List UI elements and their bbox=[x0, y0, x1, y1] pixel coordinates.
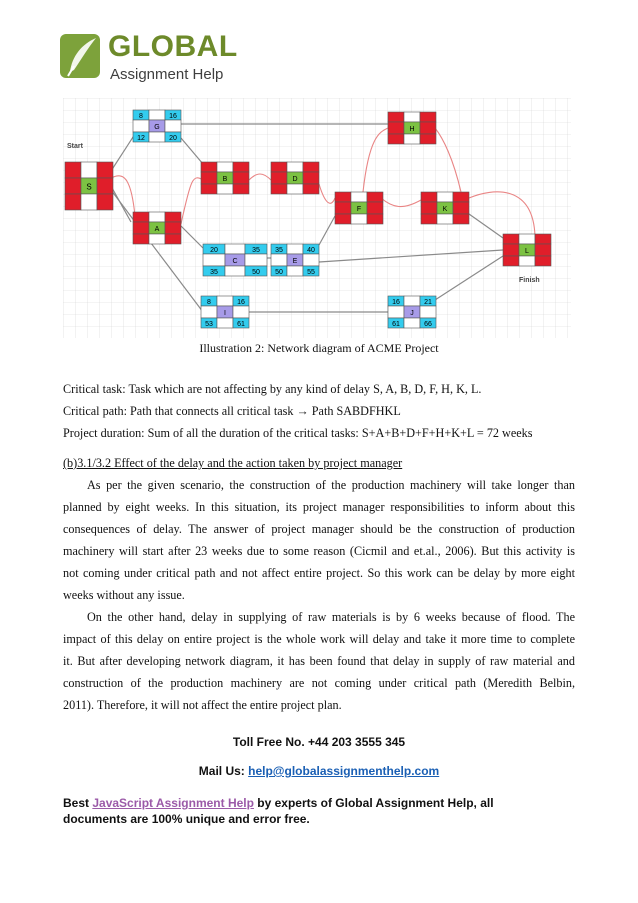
email-link[interactable]: help@globalassignmenthelp.com bbox=[248, 764, 440, 778]
node-i-es: 8 bbox=[207, 299, 211, 306]
node-k-label: K bbox=[442, 206, 448, 213]
paragraph-2-line-4: construction of the production machinery are not coming under critical path (Meredith Belbin, bbox=[63, 676, 575, 690]
figure-caption: Illustration 2: Network diagram of ACME Project bbox=[199, 341, 439, 355]
logo-title: GLOBAL bbox=[108, 30, 238, 63]
node-c-es: 20 bbox=[210, 247, 218, 254]
node-j bbox=[388, 296, 436, 328]
node-i-ls: 53 bbox=[205, 321, 213, 328]
node-i-ef: 16 bbox=[237, 299, 245, 306]
section-heading: (b)3.1/3.2 Effect of the delay and the action taken by project manager bbox=[63, 456, 403, 470]
paragraph-2-line-1: On the other hand, delay in supplying of raw materials is by 6 weeks because of flood. The bbox=[87, 610, 575, 624]
paragraph-1-line-4: machinery will start after 23 weeks due to some reason (Cicmil and et.al., 2006). But this activity is bbox=[63, 544, 575, 558]
paragraph-1-line-3: consequences of delay. The answer of project manager should be the construction of production bbox=[63, 522, 575, 536]
node-g-ef: 16 bbox=[169, 113, 177, 120]
node-e-lf: 55 bbox=[307, 269, 315, 276]
node-j-lf: 66 bbox=[424, 321, 432, 328]
footer-line-2: documents are 100% unique and error free. bbox=[63, 812, 310, 826]
paragraph-2-line-2: impact of this delay on entire project is the whole work will delay and take it more time to complete bbox=[63, 632, 575, 646]
node-a bbox=[133, 212, 181, 244]
network-diagram bbox=[63, 98, 571, 338]
node-c-lf: 50 bbox=[252, 269, 260, 276]
paragraph-1-line-6: weeks without any issue. bbox=[63, 588, 185, 602]
node-j-ef: 21 bbox=[424, 299, 432, 306]
finish-label: Finish bbox=[519, 277, 540, 284]
mail-label: Mail Us: bbox=[198, 764, 249, 778]
node-a-label: A bbox=[154, 226, 160, 233]
node-h-label: H bbox=[409, 126, 415, 133]
paragraph-2-line-5: 2011). Therefore, it will not affect the entire project plan. bbox=[63, 698, 342, 712]
node-f-label: F bbox=[356, 206, 362, 213]
node-g-es: 8 bbox=[139, 113, 143, 120]
paragraph-1-line-2: planned by eight weeks. In this situation, its project manager responsibilities to inform about this bbox=[63, 500, 575, 514]
node-c bbox=[203, 244, 267, 276]
mail-line bbox=[0, 764, 638, 778]
node-k bbox=[421, 192, 469, 224]
node-b bbox=[201, 162, 249, 194]
paragraph-1-line-5: not coming under critical path and not affect entire project. So this work can be delay by more eight bbox=[63, 566, 575, 580]
footer-post: by experts of Global Assignment Help, all bbox=[253, 796, 494, 810]
node-j-es: 16 bbox=[392, 299, 400, 306]
node-l-label: L bbox=[525, 248, 529, 255]
node-l bbox=[503, 234, 551, 266]
node-g bbox=[133, 110, 181, 142]
node-c-label: C bbox=[232, 258, 238, 265]
node-s bbox=[65, 162, 113, 210]
company-logo bbox=[58, 26, 258, 88]
node-e-ef: 40 bbox=[307, 247, 315, 254]
node-g-lf: 20 bbox=[169, 135, 177, 142]
toll-free-number: Toll Free No. +44 203 3555 345 bbox=[232, 735, 406, 749]
footer-pre: Best bbox=[63, 796, 93, 810]
node-g-label: G bbox=[154, 124, 160, 131]
node-e-label: E bbox=[292, 258, 298, 265]
project-duration-line: Project duration: Sum of all the duration of the critical tasks: S+A+B+D+F+H+K+L = 72 weeks bbox=[63, 426, 533, 440]
start-label: Start bbox=[67, 143, 83, 150]
logo-subtitle: Assignment Help bbox=[110, 66, 224, 83]
node-i-label: I bbox=[224, 310, 226, 317]
node-c-ls: 35 bbox=[210, 269, 218, 276]
node-i-lf: 61 bbox=[237, 321, 245, 328]
node-d bbox=[271, 162, 319, 194]
node-b-label: B bbox=[222, 176, 228, 183]
node-e bbox=[271, 244, 319, 276]
node-d-label: D bbox=[292, 176, 298, 183]
node-i bbox=[201, 296, 249, 328]
quill-logo-icon bbox=[58, 30, 104, 82]
node-s-label: S bbox=[86, 182, 92, 192]
footer-promo bbox=[63, 795, 583, 827]
node-e-ls: 50 bbox=[275, 269, 283, 276]
node-j-ls: 61 bbox=[392, 321, 400, 328]
critical-task-line: Critical task: Task which are not affecting by any kind of delay S, A, B, D, F, H, K, L. bbox=[63, 382, 482, 396]
node-j-label: J bbox=[410, 310, 414, 317]
javascript-help-link[interactable]: JavaScript Assignment Help bbox=[92, 796, 254, 810]
node-g-ls: 12 bbox=[137, 135, 145, 142]
node-f bbox=[335, 192, 383, 224]
node-e-es: 35 bbox=[275, 247, 283, 254]
node-h bbox=[388, 112, 436, 144]
paragraph-2-line-3: it. But after developing network diagram, it has been found that delay in supply of raw material and bbox=[63, 654, 575, 668]
paragraph-1-line-1: As per the given scenario, the construction of the production machinery will take longer than bbox=[87, 478, 575, 492]
critical-path-line: Critical path: Path that connects all critical task → Path SABDFHKL bbox=[63, 404, 401, 418]
node-c-ef: 35 bbox=[252, 247, 260, 254]
